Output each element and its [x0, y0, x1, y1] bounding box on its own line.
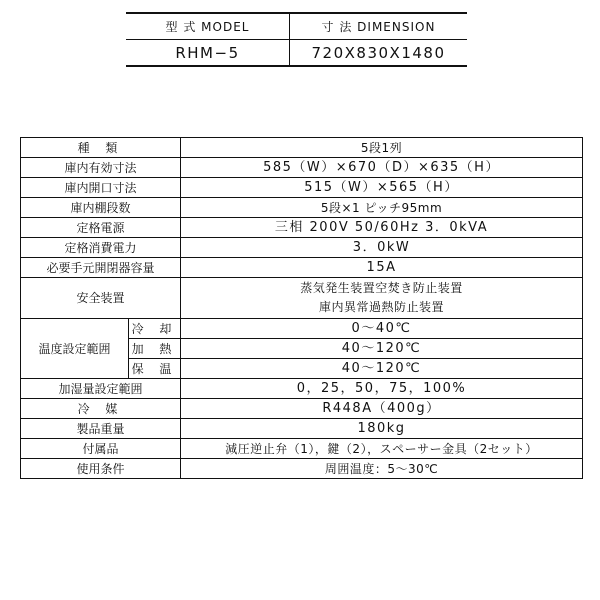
- dimension-value: 720X830X1480: [290, 40, 468, 67]
- spec-label-breaker: 必要手元開閉器容量: [21, 258, 181, 278]
- spec-value-refrigerant: R448A（400g）: [181, 399, 583, 419]
- spec-sublabel-heating: 加 熱: [129, 339, 181, 359]
- spec-row-conditions: [21, 459, 583, 479]
- spec-label-power-supply: 定格電源: [21, 218, 181, 238]
- spec-value-power-consumption: 3．0kW: [181, 238, 583, 258]
- spec-label-shelves: 庫内棚段数: [21, 198, 181, 218]
- spec-value-conditions: 周囲温度：5～30℃: [181, 459, 583, 479]
- spec-value-safety-line2: 庫内異常過熱防止装置: [319, 300, 445, 314]
- spec-row-power-supply: [21, 218, 583, 238]
- spec-value-accessories: 減圧逆止弁（1），鍵（2），スペーサー金具（2セット）: [181, 439, 583, 459]
- spec-row-inner-size: [21, 158, 583, 178]
- spec-value-shelves: 5段×1 ピッチ95mm: [181, 198, 583, 218]
- spec-value-inner-size: 585（W）×670（D）×635（H）: [181, 158, 583, 178]
- spec-label-refrigerant: 冷 媒: [21, 399, 181, 419]
- spec-row-opening-size: [21, 178, 583, 198]
- spec-label-temperature: 温度設定範囲: [21, 319, 129, 379]
- spec-label-opening-size: 庫内開口寸法: [21, 178, 181, 198]
- spec-value-cooling: 0～40℃: [181, 319, 583, 339]
- spec-label-power-consumption: 定格消費電力: [21, 238, 181, 258]
- spec-value-breaker: 15A: [181, 258, 583, 278]
- dimension-header: 寸 法 DIMENSION: [290, 13, 468, 40]
- spec-label-type: 種 類: [21, 138, 181, 158]
- spec-label-accessories: 付属品: [21, 439, 181, 459]
- spec-row-type: [21, 138, 583, 158]
- spec-row-temp-cooling: [21, 319, 583, 339]
- spec-row-humidification: [21, 379, 583, 399]
- spec-value-power-supply: 三相 200V 50/60Hz 3．0kVA: [181, 218, 583, 238]
- spec-value-safety: [181, 278, 583, 319]
- spec-label-humidification: 加湿量設定範囲: [21, 379, 181, 399]
- spec-label-weight: 製品重量: [21, 419, 181, 439]
- spec-label-conditions: 使用条件: [21, 459, 181, 479]
- spec-value-safety-line1: 蒸気発生装置空焚き防止装置: [300, 281, 463, 295]
- spec-label-safety: 安全装置: [21, 278, 181, 319]
- spec-row-shelves: [21, 198, 583, 218]
- model-dimension-table: [126, 12, 467, 67]
- spec-table: [20, 137, 583, 479]
- spec-value-humidification: 0，25，50，75，100%: [181, 379, 583, 399]
- spec-sublabel-cooling: 冷 却: [129, 319, 181, 339]
- model-table-value-row: [126, 40, 467, 67]
- spec-value-heating: 40～120℃: [181, 339, 583, 359]
- spec-label-inner-size: 庫内有効寸法: [21, 158, 181, 178]
- model-value: RHM−5: [126, 40, 290, 67]
- spec-row-accessories: [21, 439, 583, 459]
- spec-row-breaker: [21, 258, 583, 278]
- spec-sublabel-warming: 保 温: [129, 359, 181, 379]
- spec-row-weight: [21, 419, 583, 439]
- model-header: 型 式 MODEL: [126, 13, 290, 40]
- spec-row-safety: [21, 278, 583, 319]
- model-table-header-row: [126, 13, 467, 40]
- spec-value-warming: 40～120℃: [181, 359, 583, 379]
- spec-row-power-consumption: [21, 238, 583, 258]
- spec-value-opening-size: 515（W）×565（H）: [181, 178, 583, 198]
- spec-row-refrigerant: [21, 399, 583, 419]
- spec-value-type: 5段1列: [181, 138, 583, 158]
- spec-value-weight: 180kg: [181, 419, 583, 439]
